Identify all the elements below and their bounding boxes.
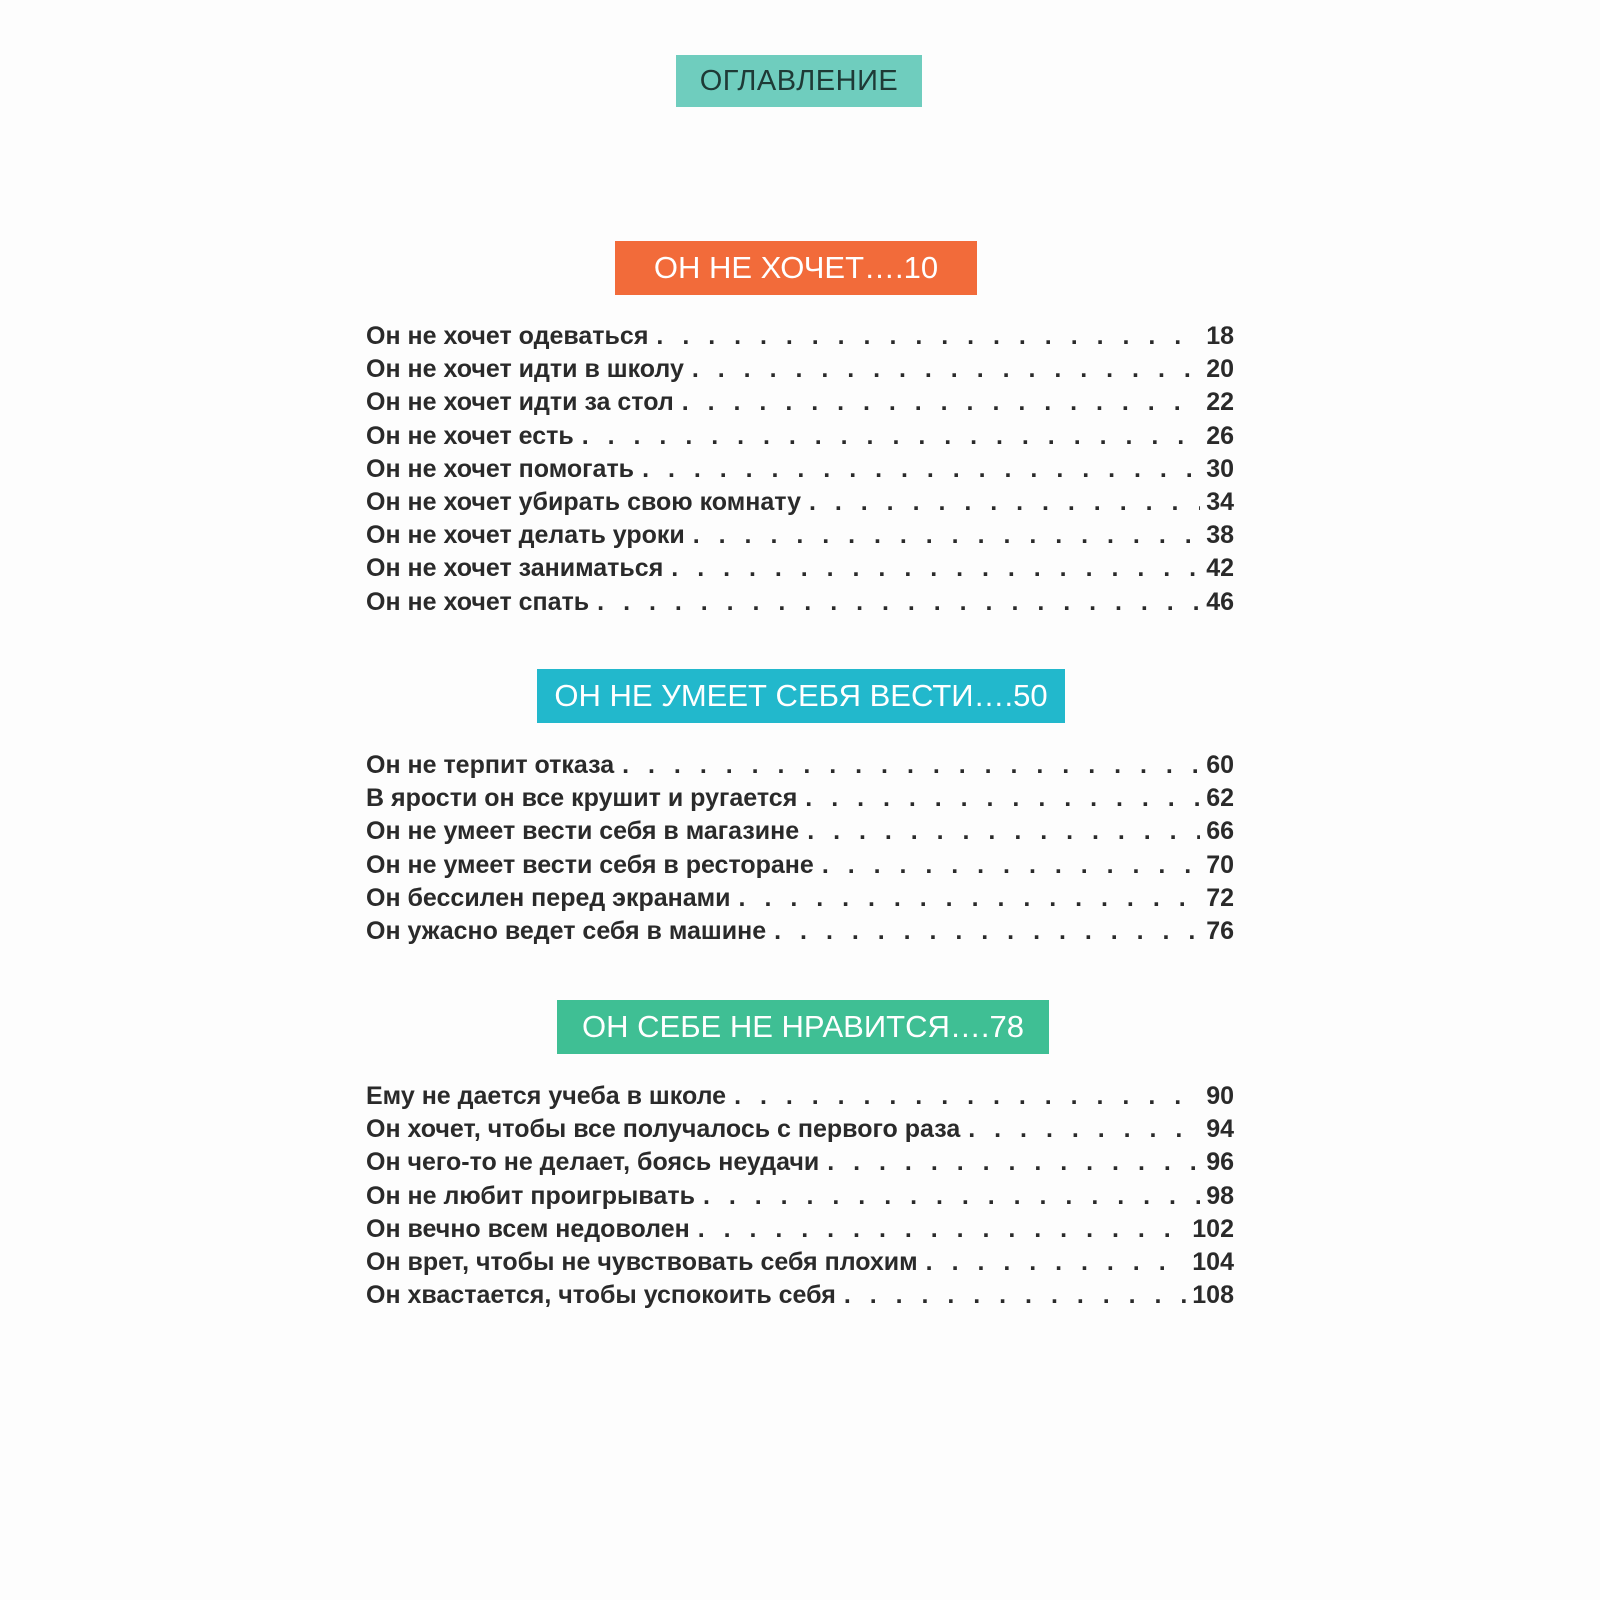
toc-entry[interactable] (366, 322, 1234, 355)
toc-entry-label: В ярости он все крушит и ругается (366, 784, 798, 813)
section-1-list (366, 322, 1234, 621)
toc-entry[interactable] (366, 355, 1234, 388)
dot-leader (822, 851, 1200, 880)
toc-entry[interactable] (366, 1215, 1234, 1248)
toc-title: ОГЛАВЛЕНИЕ (676, 55, 922, 107)
toc-entry[interactable] (366, 884, 1234, 917)
toc-entry[interactable] (366, 1148, 1234, 1181)
toc-entry-label: Он не терпит отказа (366, 751, 615, 779)
toc-entry-page: 46 (1206, 587, 1234, 616)
dot-leader (739, 884, 1201, 913)
toc-entry[interactable] (366, 588, 1234, 621)
toc-entry-label: Он врет, чтобы не чувствовать себя плохим (366, 1247, 918, 1276)
toc-entry-page: 42 (1206, 554, 1234, 583)
toc-entry[interactable] (366, 1115, 1234, 1148)
dot-leader (693, 521, 1200, 550)
toc-entry-label: Он ужасно ведет себя в машине (366, 916, 767, 945)
toc-entry-label: Он не хочет помогать (366, 454, 635, 483)
toc-entry-label: Он не хочет заниматься (366, 554, 664, 583)
dot-leader (703, 1182, 1200, 1211)
toc-entry-label: Он бессилен перед экранами (366, 883, 731, 912)
toc-entry[interactable] (366, 784, 1234, 817)
toc-entry-page: 38 (1206, 521, 1234, 550)
dot-leader (827, 1148, 1200, 1177)
toc-entry[interactable] (366, 388, 1234, 421)
dot-leader (597, 588, 1200, 617)
toc-entry-label: Он не хочет спать (366, 587, 590, 616)
toc-entry[interactable] (366, 1182, 1234, 1215)
toc-entry-label: Он хочет, чтобы все получалось с первого раза (366, 1115, 961, 1144)
toc-entry-page: 98 (1206, 1181, 1234, 1210)
section-header-3: ОН СЕБЕ НЕ НРАВИТСЯ….78 (557, 1000, 1049, 1054)
toc-entry-page: 60 (1206, 751, 1234, 779)
section-header-1: ОН НЕ ХОЧЕТ….10 (615, 241, 977, 295)
toc-entry-page: 72 (1206, 883, 1234, 912)
toc-entry[interactable] (366, 1082, 1234, 1115)
toc-entry-label: Он не хочет идти в школу (366, 355, 684, 384)
dot-leader (807, 817, 1200, 846)
dot-leader (622, 751, 1200, 780)
toc-entry-label: Он не хочет делать уроки (366, 521, 685, 550)
toc-entry[interactable] (366, 554, 1234, 587)
toc-entry[interactable] (366, 422, 1234, 455)
toc-entry[interactable] (366, 851, 1234, 884)
toc-entry[interactable] (366, 751, 1234, 784)
toc-entry-label: Он не любит проигрывать (366, 1181, 695, 1210)
section-3-list (366, 1082, 1234, 1314)
toc-entry-label: Он хвастается, чтобы успокоить себя (366, 1281, 836, 1310)
toc-entry-label: Он не умеет вести себя в магазине (366, 817, 800, 846)
dot-leader (671, 554, 1200, 583)
toc-entry-page: 18 (1206, 322, 1234, 350)
toc-entry-label: Ему не дается учеба в школе (366, 1082, 727, 1110)
toc-entry-page: 62 (1206, 784, 1234, 813)
dot-leader (968, 1115, 1200, 1144)
toc-entry-label: Он чего-то не делает, боясь неудачи (366, 1148, 820, 1177)
toc-entry-page: 34 (1206, 487, 1234, 516)
section-header-2: ОН НЕ УМЕЕТ СЕБЯ ВЕСТИ….50 (537, 669, 1065, 723)
toc-entry-label: Он не хочет идти за стол (366, 388, 674, 417)
toc-entry-label: Он не хочет есть (366, 421, 574, 450)
dot-leader (642, 455, 1200, 484)
dot-leader (774, 917, 1200, 946)
toc-entry[interactable] (366, 455, 1234, 488)
section-2-list (366, 751, 1234, 950)
toc-entry[interactable] (366, 521, 1234, 554)
toc-entry[interactable] (366, 917, 1234, 950)
dot-leader (682, 388, 1200, 417)
toc-entry-page: 66 (1206, 817, 1234, 846)
dot-leader (656, 322, 1200, 351)
toc-entry[interactable] (366, 1248, 1234, 1281)
dot-leader (844, 1281, 1186, 1310)
dot-leader (692, 355, 1200, 384)
toc-entry-page: 22 (1206, 388, 1234, 417)
dot-leader (926, 1248, 1187, 1277)
toc-entry-page: 102 (1192, 1214, 1234, 1243)
toc-entry-label: Он не умеет вести себя в ресторане (366, 850, 814, 879)
toc-entry[interactable] (366, 1281, 1234, 1314)
toc-entry-page: 70 (1206, 850, 1234, 879)
dot-leader (805, 784, 1200, 813)
toc-entry-page: 76 (1206, 916, 1234, 945)
dot-leader (809, 488, 1200, 517)
toc-entry-page: 104 (1192, 1247, 1234, 1276)
toc-entry-page: 20 (1206, 355, 1234, 384)
toc-entry-label: Он не хочет убирать свою комнату (366, 487, 801, 516)
dot-leader (582, 422, 1200, 451)
dot-leader (734, 1082, 1200, 1111)
toc-entry-page: 96 (1206, 1148, 1234, 1177)
toc-entry-page: 26 (1206, 421, 1234, 450)
toc-entry-page: 94 (1206, 1115, 1234, 1144)
toc-entry-page: 90 (1206, 1082, 1234, 1110)
dot-leader (698, 1215, 1187, 1244)
toc-entry[interactable] (366, 488, 1234, 521)
toc-entry-page: 30 (1206, 454, 1234, 483)
toc-entry[interactable] (366, 817, 1234, 850)
toc-entry-label: Он не хочет одеваться (366, 322, 649, 350)
toc-entry-label: Он вечно всем недоволен (366, 1214, 690, 1243)
toc-entry-page: 108 (1192, 1281, 1234, 1310)
